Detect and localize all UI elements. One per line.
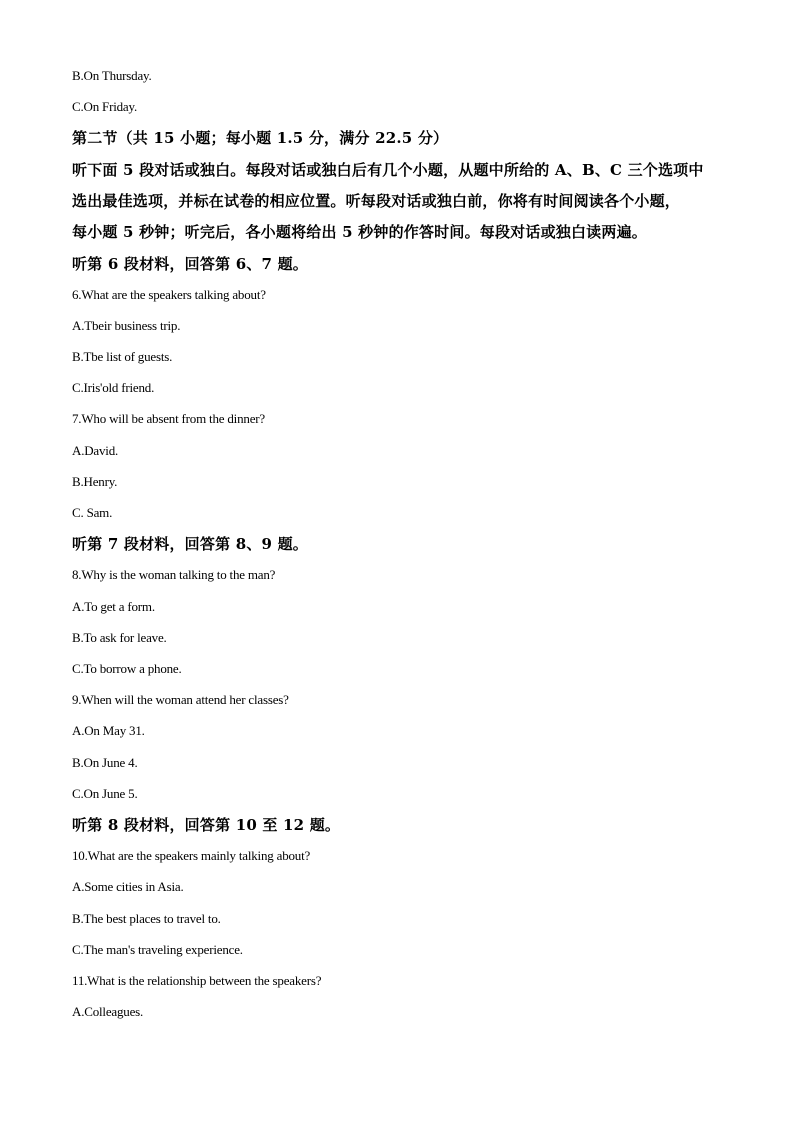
question-6: 6.What are the speakers talking about? [72, 287, 266, 302]
instructions-line-1: 听下面 5 段对话或独白。每段对话或独白后有几个小题，从题中所给的 A、B、C 三个选项中 [72, 161, 704, 179]
option-8b: B.To ask for leave. [72, 630, 167, 645]
option-7a: A.David. [72, 443, 119, 458]
option-6a: A.Tbeir business trip. [72, 318, 181, 333]
question-10: 10.What are the speakers mainly talking about? [72, 848, 311, 863]
question-9: 9.When will the woman attend her classes? [72, 692, 289, 707]
option-9c: C.On June 5. [72, 786, 138, 801]
option-10a: A.Some cities in Asia. [72, 879, 184, 894]
option-6b: B.Tbe list of guests. [72, 349, 173, 364]
option-6c: C.Iris'old friend. [72, 380, 155, 395]
material-heading-7: 听第 7 段材料，回答第 8、9 题。 [72, 535, 309, 553]
option-10b: B.The best places to travel to. [72, 911, 221, 926]
option-7c: C. Sam. [72, 505, 113, 520]
option-10c: C.The man's traveling experience. [72, 942, 243, 957]
section-heading: 第二节（共 15 小题；每小题 1.5 分，满分 22.5 分） [72, 129, 449, 147]
material-heading-8: 听第 8 段材料，回答第 10 至 12 题。 [72, 816, 341, 834]
instructions-line-3: 每小题 5 秒钟；听完后，各小题将给出 5 秒钟的作答时间。每段对话或独白读两遍。 [72, 223, 647, 241]
option-5b: B.On Thursday. [72, 68, 152, 83]
option-11a: A.Colleagues. [72, 1004, 144, 1019]
question-7: 7.Who will be absent from the dinner? [72, 411, 265, 426]
option-7b: B.Henry. [72, 474, 118, 489]
option-8a: A.To get a form. [72, 599, 155, 614]
material-heading-6: 听第 6 段材料，回答第 6、7 题。 [72, 255, 309, 273]
option-9b: B.On June 4. [72, 755, 138, 770]
question-11: 11.What is the relationship between the speakers? [72, 973, 322, 988]
instructions-line-2: 选出最佳选项，并标在试卷的相应位置。听每段对话或独白前，你将有时间阅读各个小题， [72, 192, 681, 210]
option-8c: C.To borrow a phone. [72, 661, 182, 676]
option-5c: C.On Friday. [72, 99, 138, 114]
option-9a: A.On May 31. [72, 723, 145, 738]
question-8: 8.Why is the woman talking to the man? [72, 567, 276, 582]
